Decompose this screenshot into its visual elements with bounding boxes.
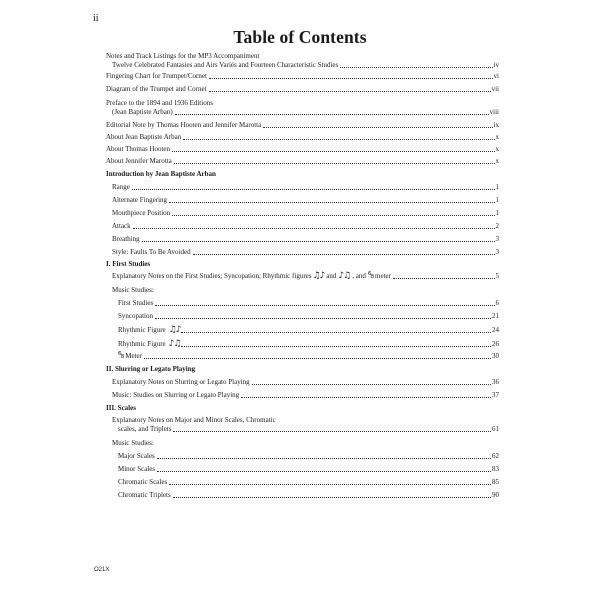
toc-entry[interactable] [106,121,499,130]
toc-entry[interactable] [112,248,499,257]
dot-leader [173,431,491,432]
rhythm-figure-icon: ♫♪ [312,271,325,281]
toc-entry-title: Mouthpiece Position [112,209,171,217]
toc-page-number: 90 [492,491,499,499]
toc-entry[interactable] [112,391,499,400]
toc-subheading-label: Music Studies: [112,286,154,294]
toc-entry-title: Syncopation [118,312,153,320]
dot-leader [133,228,495,229]
toc-page-number: 26 [492,340,499,348]
toc-entry[interactable] [112,235,499,244]
toc-entry-title: Chromatic Scales [118,478,168,486]
toc-entry-line: Notes and Track Listings for the MP3 Accompaniment [106,52,260,60]
toc-entry-title: Meter [125,352,142,360]
toc-subheading-label: Music Studies: [112,439,154,447]
toc-section-heading[interactable] [106,365,499,374]
meter-icon: ⁶₈ [118,351,124,361]
toc-section-title: Introduction by Jean Baptiste Arban [106,170,216,178]
page-footer-code: O21X [94,567,110,573]
toc-subheading [112,286,499,295]
toc-entry-title: Minor Scales [118,465,156,473]
toc-page-number: 3 [495,235,499,243]
dot-leader [252,384,491,385]
dot-leader [142,241,495,242]
toc-page-number: 6 [495,299,499,307]
toc-page-number: viii [489,108,499,116]
toc-entry[interactable] [118,478,499,487]
dot-leader [175,114,489,115]
dot-leader [155,318,491,319]
toc-page-number: iv [493,61,499,69]
toc-page-number: 21 [492,312,499,320]
toc-entry[interactable] [112,222,499,231]
toc-section-title: I. First Studies [106,260,151,268]
dot-leader [393,278,495,279]
toc-entry[interactable] [118,452,499,461]
toc-entry[interactable] [106,145,499,154]
toc-entry-title: About Thomas Hooten [106,145,171,153]
toc-entry-title: About Jean Baptiste Arban [106,133,182,141]
toc-entry-title: Explanatory Notes on the First Studies; Syncopation; Rhythmic figures [112,272,312,280]
toc-entry-line: Explanatory Notes on Major and Minor Scales, Chromatic [112,416,276,424]
toc-entry[interactable] [112,378,499,387]
toc-entry[interactable] [112,183,499,192]
toc-entry-title: First Studies [118,299,154,307]
toc-entry[interactable] [118,312,499,321]
toc-page-number: 24 [492,326,499,334]
dot-leader [209,91,491,92]
dot-leader [183,139,494,140]
toc-entry-title: Chromatic Triplets [118,491,171,499]
toc-page-number: 1 [495,183,499,191]
toc-section-title: III. Scales [106,404,136,412]
dot-leader [173,497,491,498]
dot-leader [155,305,494,306]
toc-entry[interactable] [112,61,499,70]
page-title: Table of Contents [233,27,367,47]
toc-entry[interactable] [118,326,499,335]
dot-leader [169,202,494,203]
toc-section-heading[interactable] [106,404,499,413]
toc-page-number: 61 [492,425,499,433]
meter-icon: ⁶₈ [367,271,374,281]
toc-page-number: x [495,157,499,165]
toc-entry-title: Breathing [112,235,140,243]
toc-page-number: vii [491,85,499,93]
toc-entry-title: (Jean Baptiste Arban) [112,108,173,116]
toc-page-number: x [495,145,499,153]
toc-entry[interactable] [106,133,499,142]
toc-entry-title: Alternate Fingering [112,196,168,204]
toc-entry[interactable] [112,108,499,117]
toc-entry[interactable] [118,465,499,474]
dot-leader [169,484,491,485]
toc-entry[interactable] [118,352,499,361]
toc-section-heading[interactable] [106,260,499,269]
toc-page-number: 83 [492,465,499,473]
toc-entry-connector: and [326,272,337,280]
toc-section-heading[interactable] [106,170,499,179]
toc-page-number: ix [493,121,499,129]
dot-leader [340,67,492,68]
toc-entry-connector: meter [375,272,391,280]
dot-leader [157,471,491,472]
dot-leader [172,151,494,152]
toc-page-number: 1 [495,209,499,217]
toc-entry[interactable] [106,85,499,94]
toc-entry-title: Music: Studies on Slurring or Legato Playing [112,391,240,399]
toc-entry-title: Style: Faults To Be Avoided [112,248,191,256]
toc-page-number: x [495,133,499,141]
dot-leader [193,254,495,255]
toc-section-title: II. Slurring or Legato Playing [106,365,196,373]
toc-page-number: 85 [492,478,499,486]
toc-entry-title: Fingering Chart for Trumpet/Cornet [106,72,207,80]
toc-entry-title: Diagram of the Trumpet and Cornet [106,85,207,93]
toc-page-number: 30 [492,352,499,360]
dot-leader [263,127,492,128]
toc-entry[interactable] [112,272,499,281]
toc-entry[interactable] [118,425,499,434]
rhythm-figure-icon: ♪♫ [168,339,181,349]
toc-entry[interactable] [112,196,499,205]
toc-page-number: 2 [495,222,499,230]
toc-subheading [112,439,499,448]
dot-leader [144,358,491,359]
toc-entry-title: Major Scales [118,452,155,460]
toc-entry-title: Rhythmic Figure [118,340,166,348]
toc-entry[interactable] [112,209,499,218]
toc-page-number: 37 [492,391,499,399]
toc-entry-connector: , and [352,272,366,280]
toc-page-number: 1 [495,196,499,204]
toc-entry-title: scales, and Triplets [118,425,172,433]
toc-entry-line: Preface to the 1894 and 1936 Editions [106,99,213,107]
toc-entry[interactable] [106,157,499,166]
toc-entry-title: Rhythmic Figure [118,326,166,334]
toc-page-number: 3 [495,248,499,256]
rhythm-figure-icon: ♪♫ [338,271,351,281]
dot-leader [132,189,495,190]
toc-entry[interactable] [118,491,499,500]
toc-entry[interactable] [118,299,499,308]
toc-page-number: vi [493,72,499,80]
toc-page-number: 5 [495,272,499,280]
rhythm-figure-icon: ♫♪ [168,325,181,335]
dot-leader [174,163,495,164]
dot-leader [209,78,493,79]
toc-entry-title: Twelve Celebrated Fantasies and Airs Variés and Fourteen Characteristic Studies [112,61,339,69]
dot-leader [157,458,491,459]
dot-leader [241,397,491,398]
toc-entry-title: Explanatory Notes on Slurring or Legato Playing [112,378,250,386]
toc-entry-title: Editorial Note by Thomas Hooten and Jennifer Marotta [106,121,262,129]
toc-entry[interactable] [118,340,499,349]
toc-entry-title: Range [112,183,130,191]
toc-page-number: 62 [492,452,499,460]
page-number: ii [93,13,99,24]
dot-leader [181,346,491,347]
dot-leader [181,332,491,333]
toc-entry[interactable] [106,72,499,81]
toc-entry-title: About Jennifer Marotta [106,157,172,165]
dot-leader [172,215,494,216]
toc-page-number: 36 [492,378,499,386]
toc-entry-title: Attack [112,222,131,230]
